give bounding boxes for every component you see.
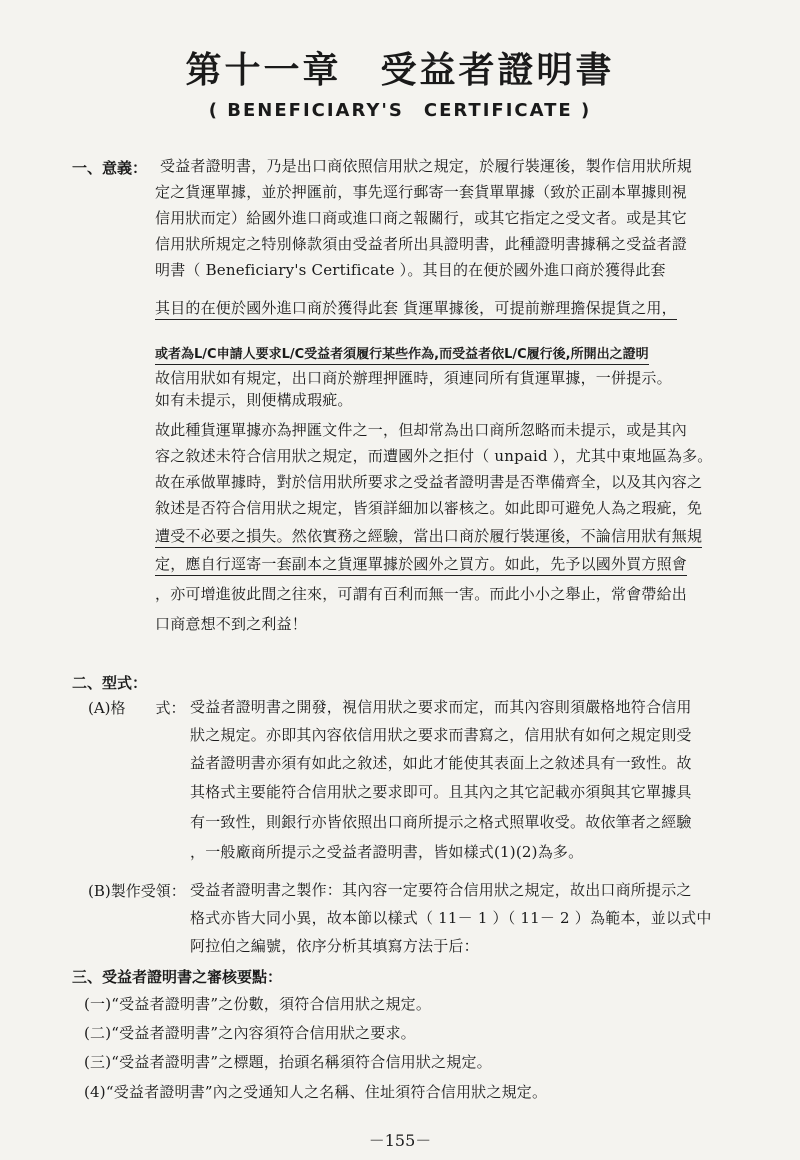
section1-line: 受益者證明書，乃是出口商依照信用狀之規定，於履行裝運後，製作信用狀所規	[160, 157, 693, 175]
section1-para2-line-underlined	[155, 526, 702, 546]
underlined-text: 其目的在便於國外進口商於獲得此套 貨運單據後，可提前辦理擔保提貨之用，	[155, 299, 677, 320]
section1-para2-line: ，亦可增進彼此間之往來，可謂有百利而無一害。而此小小之舉止，常會帶給出	[155, 585, 688, 603]
inserted-note: 或者為L/C申請人要求L/C受益者須履行某些作為,而受益者依L/C履行後,所開出之證明	[155, 343, 649, 365]
section1-para2-line: 容之敘述未符合信用狀之規定，而遭國外之拒付（ unpaid ），尤其中東地區為多。	[155, 447, 713, 465]
section1-line: 信用狀而定）給國外進口商或進口商之報關行，或其它指定之受文者。或是其它	[155, 209, 688, 227]
section1-para2-line: 故此種貨運單據亦為押匯文件之一，但却常為出口商所忽略而未提示，或是其內	[155, 421, 688, 439]
section1-line-underlined	[155, 298, 677, 318]
section1-para2-line: 故在承做單據時，對於信用狀所要求之受益者證明書是否準備齊全，以及其內容之	[155, 473, 703, 491]
review-item: (一)“受益者證明書”之份數，須符合信用狀之規定。	[84, 995, 432, 1013]
underlined-text: 遭受不必要之損失。然依實務之經驗，當出口商於履行裝運後，不論信用狀有無規	[155, 527, 702, 548]
format-label: (A)格 式：	[88, 699, 186, 717]
format-line: 有一致性，則銀行亦皆依照出口商所提示之格式照單收受。故依筆者之經驗	[190, 813, 692, 831]
review-item: (三)“受益者證明書”之標題，抬頭名稱須符合信用狀之規定。	[84, 1053, 492, 1071]
section1-line: 如有未提示，則便構成瑕疵。	[155, 391, 353, 409]
section1-para2-line: 敘述是否符合信用狀之規定，皆須詳細加以審核之。如此即可避免人為之瑕疵，免	[155, 499, 703, 517]
format-line: ，一般廠商所提示之受益者證明書，皆如樣式(1)(2)為多。	[190, 843, 584, 861]
format-line: 受益者證明書之開發，視信用狀之要求而定，而其內容則須嚴格地符合信用	[190, 698, 692, 716]
underlined-text: 定，應自行逕寄一套副本之貨運單據於國外之買方。如此，先予以國外買方照會	[155, 555, 687, 576]
section1-para2-line: 口商意想不到之利益！	[155, 615, 308, 633]
page-number: －155－	[368, 1131, 432, 1150]
production-line: 阿拉伯之編號，依序分析其填寫方法于后：	[190, 937, 479, 955]
format-line: 狀之規定。亦即其內容依信用狀之要求而書寫之，信用狀有如何之規定則受	[190, 726, 692, 744]
section1-line: 信用狀所規定之特別條款須由受益者所出具證明書，此種證明書據稱之受益者證	[155, 235, 688, 253]
section1-line: 定之貨運單據，並於押匯前，事先逕行郵寄一套貨單單據（致於正副本單據則視	[155, 183, 688, 201]
chapter-subtitle: ( BENEFICIARY'S CERTIFICATE )	[208, 100, 592, 121]
review-item: (4)“受益者證明書”內之受通知人之名稱、住址須符合信用狀之規定。	[84, 1083, 548, 1101]
section1-para2-line-underlined	[155, 554, 687, 574]
section1-heading: 一、意義：	[72, 159, 148, 177]
section2-heading: 二、型式：	[72, 674, 148, 692]
section1-line: 故信用狀如有規定，出口商於辦理押匯時，須連同所有貨運單據，一併提示。	[155, 369, 672, 387]
chapter-title: 第十一章 受益者證明書	[185, 50, 615, 91]
production-line: 格式亦皆大同小異，故本節以樣式（ 11－ 1 ）（ 11－ 2 ）為範本，並以式中	[190, 909, 712, 927]
section3-heading: 三、受益者證明書之審核要點：	[72, 968, 283, 986]
review-item: (二)“受益者證明書”之內容須符合信用狀之要求。	[84, 1024, 416, 1042]
section1-line: 明書（ Beneficiary's Certificate ）。其目的在便於國外進口商於獲得此套	[155, 261, 666, 279]
production-line: 受益者證明書之製作：其內容一定要符合信用狀之規定，故出口商所提示之	[190, 881, 692, 899]
format-line: 其格式主要能符合信用狀之要求即可。且其內之其它記載亦須與其它單據具	[190, 783, 692, 801]
format-line: 益者證明書亦須有如此之敘述，如此才能使其表面上之敘述具有一致性。故	[190, 754, 692, 772]
production-label: (B)製作受領：	[88, 882, 186, 900]
